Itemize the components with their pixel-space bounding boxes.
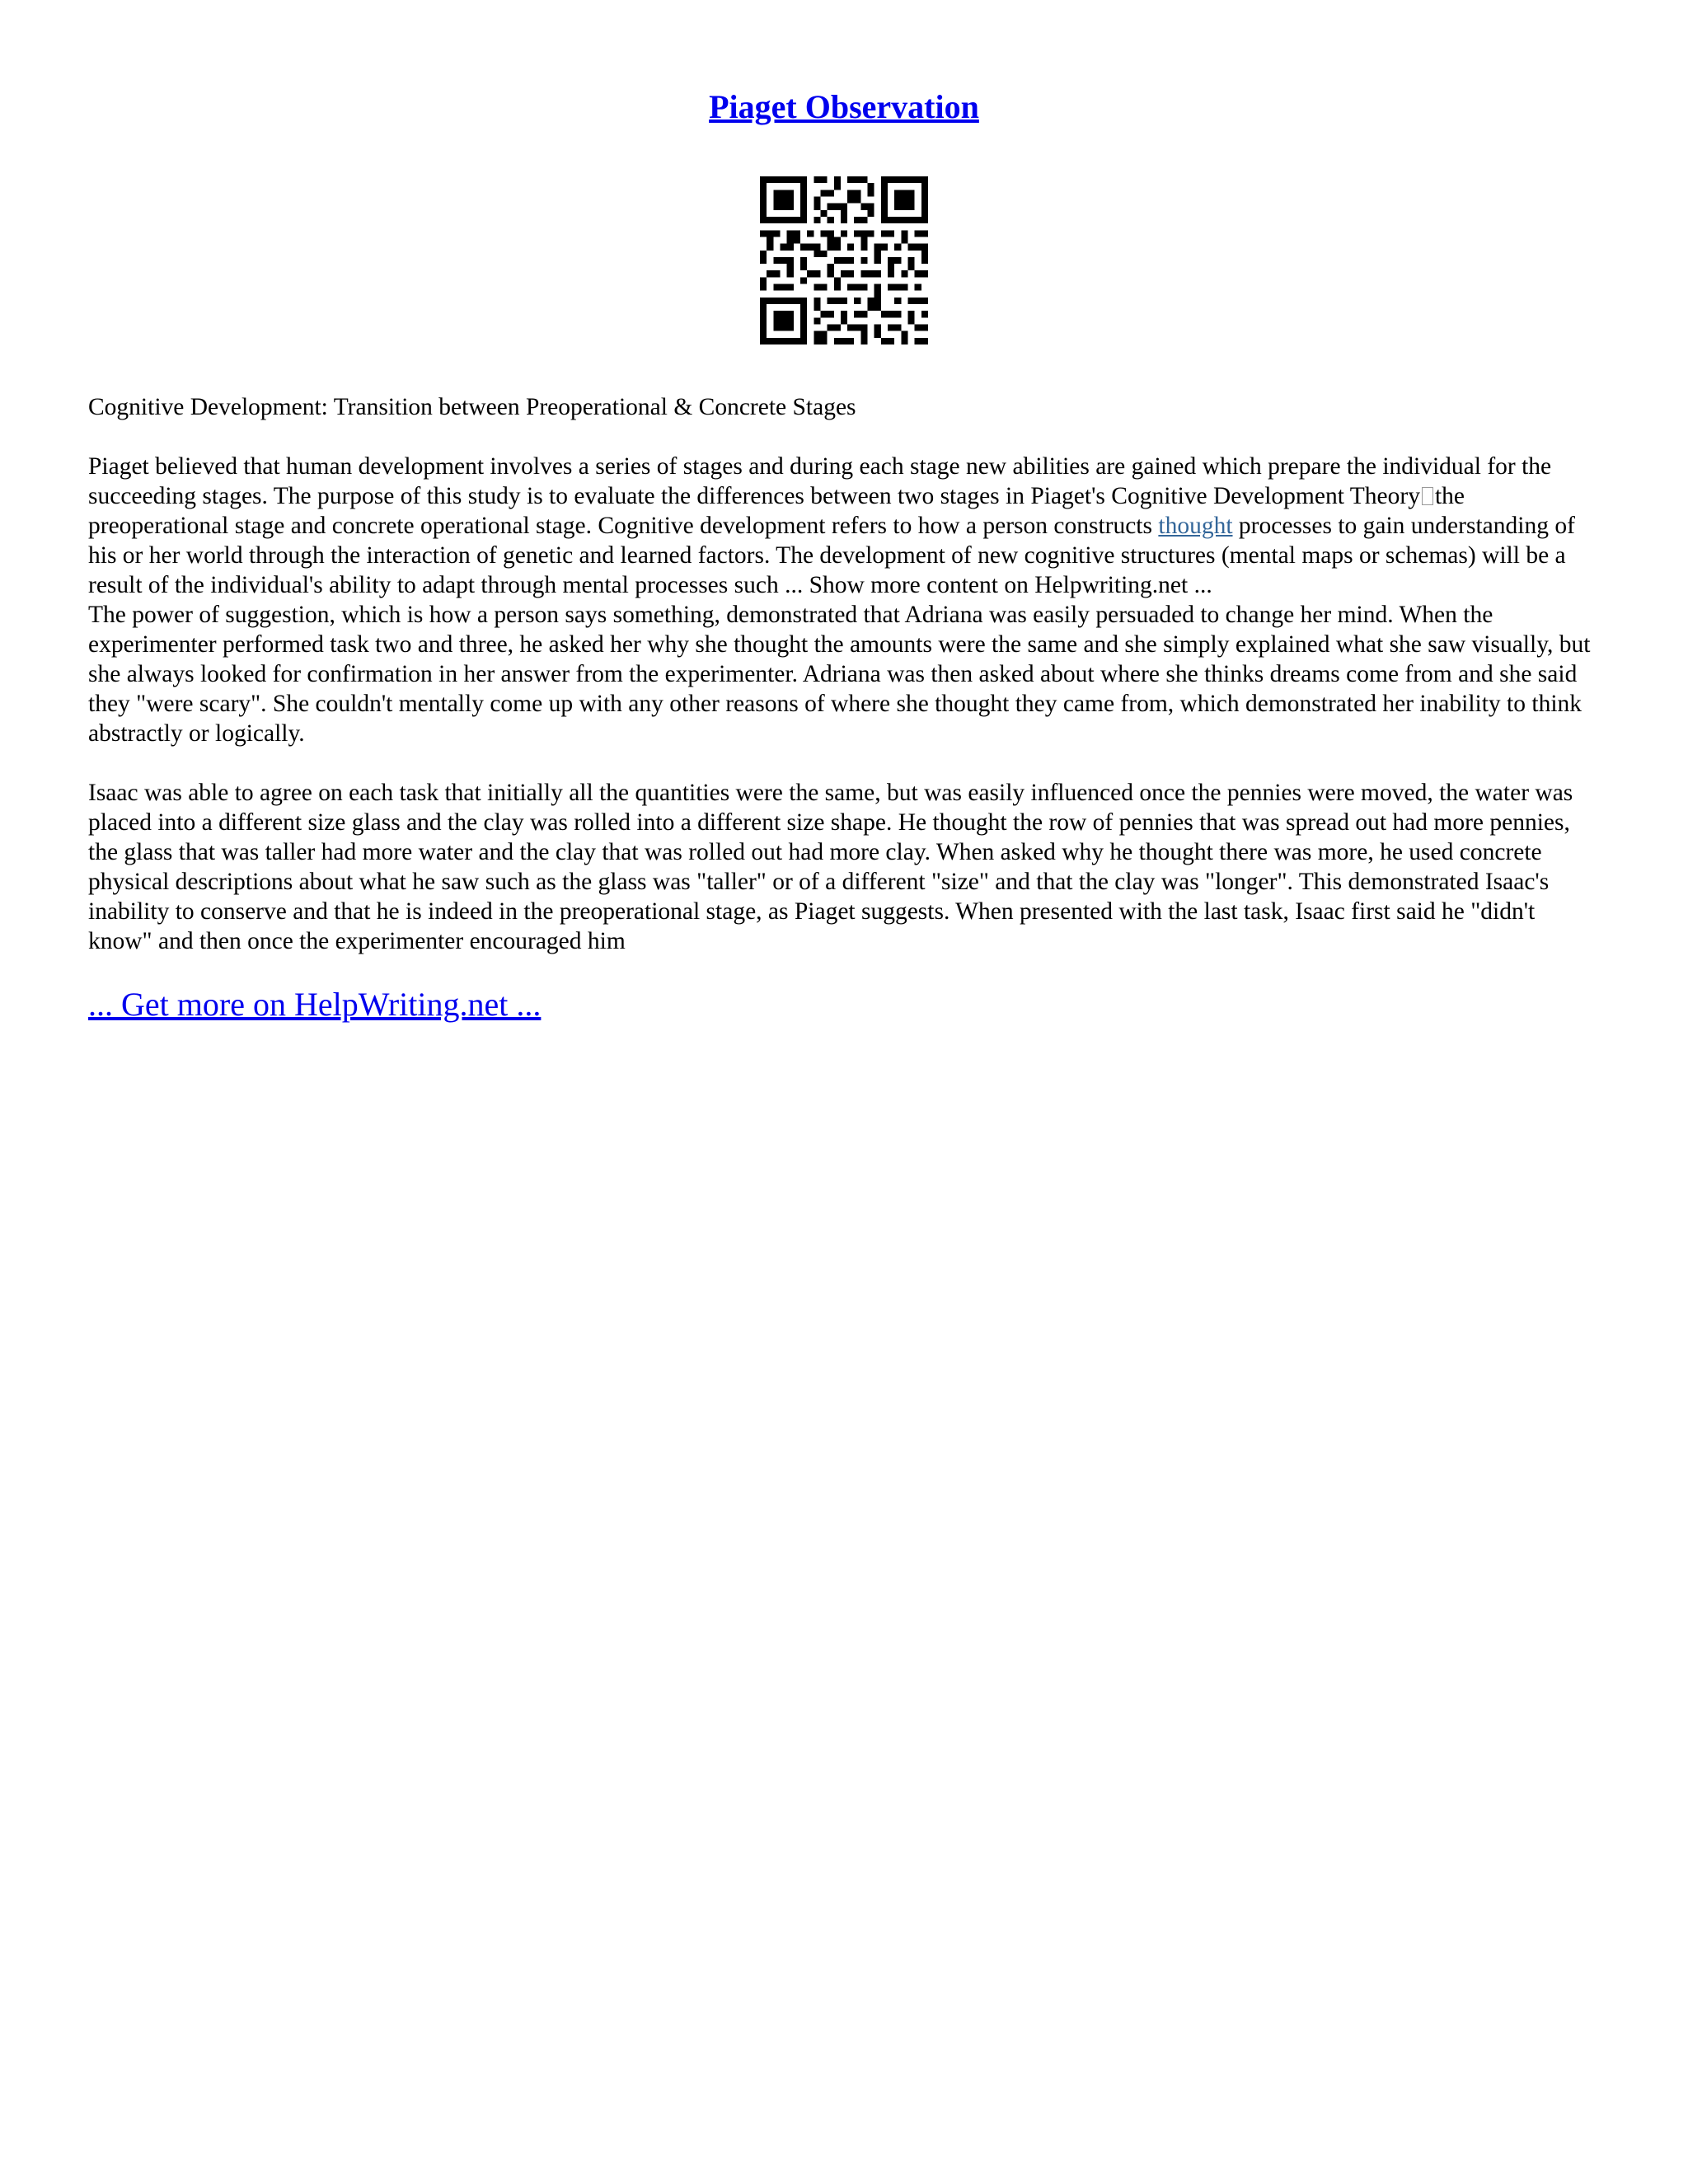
missing-glyph-icon [1422, 487, 1433, 505]
document-subtitle: Cognitive Development: Transition between Preoperational & Concrete Stages [88, 394, 856, 420]
paragraph-1 [88, 452, 1600, 748]
paragraph-1-part-3: processes to gain understanding of his or her world through the interaction of genetic and learned factors. The development of new cognitive structures (mental maps or schemas) will be a result of the individual's ability to adapt through mental processes such ... Show more content on Helpwriting.net ... [88, 513, 1575, 598]
paragraph-1-part-1: Piaget believed that human development involves a series of stages and during each stage new abilities are gained which prepare the individual for the succeeding stages. The purpose of this study is to evaluate the differences between two stages in Piaget's Cognitive Development Theory [88, 453, 1552, 509]
paragraph-2: Isaac was able to agree on each task that initially all the quantities were the same, but was easily influenced once the pennies were moved, the water was placed into a different size glass and the clay was rolled into a different size shape. He thought the row of pennies that was spread out had more pennies, the glass that was taller had more water and the clay that was rolled out had more clay. When asked why he thought there was more, he used concrete physical descriptions about what he saw such as the glass was "taller" or of a different "size" and that the clay was "longer". This demonstrated Isaac's inability to conserve and that he is indeed in the preoperational stage, as Piaget suggests. When presented with the last task, Isaac first said he "didn't know" and then once the experimenter encouraged him [88, 780, 1573, 954]
paragraph-1-part-4: The power of suggestion, which is how a person says something, demonstrated that Adriana was easily persuaded to change her mind. When the experimenter performed task two and three, he asked her why she thought the amounts were the same and she simply explained what she saw visually, but she always looked for confirmation in her answer from the experimenter. Adriana was then asked about where she thinks dreams come from and she said they "were scary". She couldn't mentally come up with any other reasons of where she thought they came from, which demonstrated her inability to think abstractly or logically. [88, 602, 1591, 747]
get-more-link[interactable]: ... Get more on HelpWriting.net ... [88, 986, 542, 1023]
thought-link[interactable]: thought [1158, 513, 1233, 539]
title-link[interactable]: Piaget Observation [709, 88, 979, 125]
document-title [88, 82, 1600, 132]
paragraph-1-part-2: the preoperational stage and concrete operational stage. Cognitive development refers to how a person constructs [88, 483, 1465, 539]
qr-code-icon [760, 176, 928, 344]
